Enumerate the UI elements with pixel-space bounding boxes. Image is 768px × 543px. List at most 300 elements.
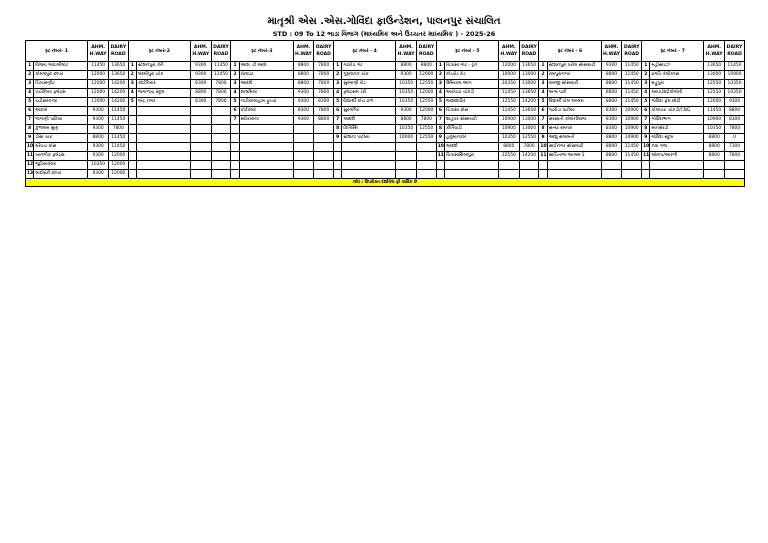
dairy-fee: 14200 [519, 152, 539, 161]
fare-header-line: AHM. [501, 45, 516, 50]
stop-number: 3 [436, 80, 444, 89]
dairy-fee: 7800 [519, 143, 539, 152]
dairy-fee: 12550 [417, 125, 437, 134]
stop-name: સરસ્વતી કોલોનીજ્જ [547, 116, 601, 125]
stop-name: નવા ગંજ [650, 143, 704, 152]
stop-number: 3 [128, 80, 136, 89]
dairy-fee [519, 161, 539, 170]
stop-name [239, 170, 293, 179]
dairy-fee: 13000 [519, 80, 539, 89]
stop-number [231, 161, 239, 170]
stop-name [239, 125, 293, 134]
stop-number: 4 [231, 89, 239, 98]
stop-name: સ્ટેશનપુરા કેરી [136, 62, 190, 71]
stop-number: 2 [231, 71, 239, 80]
stop-name: ચિત્રાસા ક્રોસ [445, 107, 499, 116]
dairy-fee: 13650 [519, 62, 539, 71]
stop-number: 1 [128, 62, 136, 71]
ahm-fee [190, 116, 211, 125]
fare-header [211, 41, 231, 62]
fare-header-line: H.WAY [294, 52, 312, 57]
ahm-fee: 10350 [396, 89, 417, 98]
stop-number [231, 134, 239, 143]
ahm-fee [498, 161, 519, 170]
ahm-fee [293, 152, 314, 161]
stop-name: મહીસાઇઝ [650, 62, 704, 71]
dairy-fee: 11450 [211, 71, 231, 80]
ahm-fee: 8800 [601, 89, 622, 98]
fare-header-line: H.WAY [705, 52, 723, 57]
route-header: રૂટ નંબર - 7 [642, 41, 704, 62]
dairy-fee: 10350 [725, 89, 745, 98]
stop-number: 10 [26, 143, 34, 152]
stop-number: 9 [334, 134, 342, 143]
dairy-fee: 10900 [725, 71, 745, 80]
stop-name: સ્ટેશના પાટીયા [342, 134, 396, 143]
stop-number: 1 [334, 62, 342, 71]
dairy-fee [417, 161, 437, 170]
dairy-fee: 11450 [622, 89, 642, 98]
stop-number: 1 [539, 62, 547, 71]
stop-name: ગઢરોડા પાટીયા [547, 107, 601, 116]
stop-name: વિજય ઓઇલીલોટ [34, 62, 88, 71]
stop-name: ચંડીસરનગર [34, 98, 88, 107]
dairy-fee: 12000 [108, 152, 128, 161]
dairy-fee: 7800 [314, 80, 334, 89]
stop-name [650, 170, 704, 179]
stop-number [334, 170, 342, 179]
header-row [26, 41, 745, 62]
stop-number [128, 125, 136, 134]
fare-header [417, 41, 437, 62]
dairy-fee: 8300 [314, 98, 334, 107]
ahm-fee: 8800 [704, 143, 725, 152]
ahm-fee: 9300 [396, 107, 417, 116]
stop-number: 11 [26, 152, 34, 161]
stop-number: 4 [642, 89, 650, 98]
stop-number: 9 [436, 134, 444, 143]
stop-name [547, 161, 601, 170]
dairy-fee [417, 143, 437, 152]
dairy-fee: 13650 [519, 89, 539, 98]
ahm-fee: 8800 [601, 71, 622, 80]
stop-number [231, 152, 239, 161]
dairy-fee: 12550 [417, 80, 437, 89]
ahm-fee: 9300 [190, 71, 211, 80]
stop-name: ગઢરોડા ગેટ [342, 62, 396, 71]
stop-number [539, 161, 547, 170]
ahm-fee: 13000 [704, 71, 725, 80]
stop-number: 4 [436, 89, 444, 98]
stop-number: 2 [436, 71, 444, 80]
stop-number [128, 134, 136, 143]
ahm-fee: 8300 [601, 107, 622, 116]
stop-number: 13 [26, 170, 34, 179]
ahm-fee: 12550 [704, 80, 725, 89]
stop-name: લક્ષ્મીપુરા ચોક [136, 71, 190, 80]
dairy-fee: 7800 [314, 62, 334, 71]
stop-number: 1 [436, 62, 444, 71]
table-row [26, 71, 745, 80]
ahm-fee [293, 125, 314, 134]
ahm-fee: 12550 [498, 98, 519, 107]
stop-name: કોઈનિયર [136, 80, 190, 89]
stop-number: 5 [539, 98, 547, 107]
ahm-fee: 12000 [704, 98, 725, 107]
ahm-fee: 8800 [396, 62, 417, 71]
dairy-fee: 12550 [519, 134, 539, 143]
route-header: રૂટ નંબર - 4 [334, 41, 396, 62]
dairy-fee: 11450 [108, 116, 128, 125]
dairy-fee: 11450 [211, 62, 231, 71]
stop-number: 9 [539, 134, 547, 143]
ahm-fee [396, 152, 417, 161]
dairy-fee: 11450 [622, 62, 642, 71]
stop-number: 5 [642, 98, 650, 107]
fee-note: નોંધ : ઉપરોક્ત દર્શાવેલ ફી વાર્ષિક છે [26, 179, 745, 187]
fare-header-line: DAIRY [110, 45, 127, 50]
stop-number [539, 170, 547, 179]
ahm-fee: 8800 [498, 143, 519, 152]
stop-name: પંચીનિયા ફ્લેટ્સ [34, 89, 88, 98]
stop-name: સુરમાણી રોડ [342, 80, 396, 89]
fare-header-line: DAIRY [726, 45, 743, 50]
ahm-fee: 9300 [88, 107, 109, 116]
stop-name [136, 116, 190, 125]
stop-name: જુડિયાંવેલર [34, 161, 88, 170]
dairy-fee [314, 170, 334, 179]
ahm-fee [601, 170, 622, 179]
fare-header-line: DAIRY [213, 45, 229, 50]
ahm-fee: 12000 [498, 62, 519, 71]
ahm-fee: 8800 [293, 71, 314, 80]
stop-name [239, 134, 293, 143]
ahm-fee: 12550 [498, 152, 519, 161]
dairy-fee: 13650 [108, 62, 128, 71]
ahm-fee [601, 161, 622, 170]
stop-number: 9 [642, 134, 650, 143]
dairy-fee: 7800 [314, 89, 334, 98]
fare-header-line: H.WAY [397, 52, 415, 57]
stop-number: 5 [26, 98, 34, 107]
dairy-fee [622, 170, 642, 179]
ahm-fee [190, 125, 211, 134]
route-header: રૂટ નંબર - 6 [539, 41, 601, 62]
stop-number [231, 143, 239, 152]
ahm-fee: 10350 [498, 134, 519, 143]
stop-number [128, 170, 136, 179]
fare-header-line: DAIRY [521, 45, 537, 50]
stop-number: 4 [26, 89, 34, 98]
ahm-fee: 9300 [601, 62, 622, 71]
dairy-fee: 7800 [725, 152, 745, 161]
stop-name: પ્રગતિ કેમીકલ્સ [650, 71, 704, 80]
dairy-fee: 10900 [622, 107, 642, 116]
stop-name: સુરનગિર [342, 107, 396, 116]
stop-number: 9 [26, 134, 34, 143]
dairy-fee: 11450 [622, 71, 642, 80]
stop-number: 7 [642, 116, 650, 125]
stop-number: 6 [231, 107, 239, 116]
dairy-fee: 12000 [108, 170, 128, 179]
dairy-fee: 8800 [314, 116, 334, 125]
stop-number: 3 [231, 80, 239, 89]
ahm-fee: 9300 [88, 152, 109, 161]
dairy-fee: 12000 [417, 71, 437, 80]
note-row [26, 179, 745, 187]
fare-header-line: H.WAY [500, 52, 518, 57]
dairy-fee [211, 161, 231, 170]
stop-name [650, 161, 704, 170]
dairy-fee [417, 170, 437, 179]
ahm-fee: 10350 [88, 161, 109, 170]
ahm-fee: 12550 [704, 89, 725, 98]
stop-name: સાચિતાળા-આશ્રમ-3 [547, 152, 601, 161]
table-row [26, 170, 745, 179]
dairy-fee [211, 170, 231, 179]
dairy-fee [725, 161, 745, 170]
stop-name [136, 170, 190, 179]
fare-header-line: ROAD [624, 52, 640, 57]
stop-number: 8 [539, 125, 547, 134]
dairy-fee: 8800 [417, 62, 437, 71]
stop-name: સ્ટેશનપુરા પરોલ સોસાયટી [547, 62, 601, 71]
fare-header [498, 41, 519, 62]
ahm-fee [190, 134, 211, 143]
fare-header-line: AHM. [604, 45, 619, 50]
stop-name: ખાનગીક ફ્લેટ્સ [34, 152, 88, 161]
ahm-fee: 12000 [88, 80, 109, 89]
ahm-fee: 10900 [498, 125, 519, 134]
table-row [26, 89, 745, 98]
ahm-fee [190, 161, 211, 170]
stop-name: રામજી સોસાયટી [547, 80, 601, 89]
fare-header [314, 41, 334, 62]
stop-number: 7 [539, 116, 547, 125]
stop-number: 3 [26, 80, 34, 89]
fare-header-line: DAIRY [623, 45, 640, 50]
stop-name: કોલપાડા ચોકડી/CNG [650, 107, 704, 116]
dairy-fee: 10350 [725, 80, 745, 89]
stop-name [445, 161, 499, 170]
ahm-fee: 13650 [704, 62, 725, 71]
stop-name [342, 161, 396, 170]
stop-number [128, 107, 136, 116]
stop-name: વિદ્યાર્થી કોચ ઢાળે [342, 98, 396, 107]
fare-header-line: ROAD [419, 52, 434, 57]
dairy-fee: 12550 [417, 98, 437, 107]
stop-number: 4 [539, 89, 547, 98]
stop-name: સત્યા રમનાર [547, 125, 601, 134]
stop-name: કીર્તિવાડી [445, 125, 499, 134]
dairy-fee [314, 152, 334, 161]
stop-number: 5 [436, 98, 444, 107]
stop-number: 3 [539, 80, 547, 89]
stop-number: 5 [231, 98, 239, 107]
ahm-fee [293, 143, 314, 152]
dairy-fee [314, 125, 334, 134]
stop-number: 2 [539, 71, 547, 80]
stop-name: કોચરેડ રોડ [445, 71, 499, 80]
dairy-fee: 7800 [108, 125, 128, 134]
ahm-fee: 9300 [190, 62, 211, 71]
stop-number [334, 152, 342, 161]
stop-number [231, 125, 239, 134]
dairy-fee [211, 116, 231, 125]
stop-name [239, 152, 293, 161]
stop-name: શાહપર સોસાયટી [445, 116, 499, 125]
ahm-fee [396, 143, 417, 152]
ahm-fee [190, 152, 211, 161]
dairy-fee [314, 134, 334, 143]
dairy-fee [211, 125, 231, 134]
dairy-fee: 7800 [314, 71, 334, 80]
ahm-fee: 8800 [704, 152, 725, 161]
stop-number: 6 [642, 107, 650, 116]
ahm-fee: 8800 [601, 98, 622, 107]
stop-name [136, 152, 190, 161]
stop-number: 10 [539, 143, 547, 152]
stop-name: કુંભાલમ સુણ [34, 125, 88, 134]
dairy-fee [417, 152, 437, 161]
stop-number [436, 170, 444, 179]
ahm-fee: 11450 [88, 62, 109, 71]
stop-number: 10 [436, 143, 444, 152]
dairy-fee: 14200 [519, 98, 539, 107]
stop-name: જગાળાચ સ્કૂલ [136, 89, 190, 98]
dairy-fee: 11450 [108, 134, 128, 143]
fare-header [88, 41, 109, 62]
stop-number: 7 [334, 116, 342, 125]
ahm-fee: 8800 [704, 134, 725, 143]
dairy-fee: 11450 [622, 143, 642, 152]
table-row [26, 143, 745, 152]
ahm-fee: 10000 [396, 134, 417, 143]
route-header: રૂટ નંબર-3 [231, 41, 293, 62]
stop-number: 1 [642, 62, 650, 71]
fare-header [601, 41, 622, 62]
dairy-fee: 11450 [622, 80, 642, 89]
dairy-fee: 13000 [519, 116, 539, 125]
dairy-fee [211, 107, 231, 116]
stop-number [231, 170, 239, 179]
ahm-fee: 12000 [88, 71, 109, 80]
table-row [26, 98, 745, 107]
dairy-fee [314, 143, 334, 152]
dairy-fee [211, 152, 231, 161]
stop-name: મહુપુરા [650, 80, 704, 89]
dairy-fee [211, 143, 231, 152]
stop-number [334, 161, 342, 170]
fare-header-line: H.WAY [603, 52, 620, 57]
stop-name: ચિત્રાસાસિલાપુરા [445, 152, 499, 161]
ahm-fee: 8800 [601, 152, 622, 161]
stop-name: લાઈબ્રેરી છાપર [34, 170, 88, 179]
fare-header-line: AHM. [399, 45, 413, 50]
ahm-fee: 8300 [601, 116, 622, 125]
dairy-fee: 10900 [622, 134, 642, 143]
stop-name: ચિત્રાસા ગોટ - ટ્રેન [445, 62, 499, 71]
stop-number: 6 [436, 107, 444, 116]
fare-header-line: ROAD [213, 52, 229, 57]
stop-name: રામપુરાનગર [547, 71, 601, 80]
fare-header [108, 41, 128, 62]
stop-number: 12 [26, 161, 34, 170]
stop-number: 11 [642, 152, 650, 161]
dairy-fee: 13000 [519, 71, 539, 80]
stop-name [342, 152, 396, 161]
fare-header-line: DAIRY [418, 45, 435, 50]
ahm-fee: 9300 [88, 170, 109, 179]
dairy-fee: 7800 [211, 98, 231, 107]
page-subtitle: STD : 09 To 12 ભાડા વિભાગ (માધ્યમિક અને ઉચ્ચતર માધ્યમિક ) - 2025-26 [272, 30, 496, 38]
stop-number: 3 [334, 80, 342, 89]
ahm-fee: 9300 [88, 116, 109, 125]
ahm-fee: 8800 [601, 80, 622, 89]
ahm-fee: 8800 [396, 116, 417, 125]
stop-number: 7 [231, 116, 239, 125]
stop-name: સ્વીકારાના [239, 116, 293, 125]
fare-header-line: ROAD [110, 52, 126, 57]
stop-name: ગુરૂનાનક ચોક [342, 71, 396, 80]
route-header: રૂટ નંબર - 5 [436, 41, 498, 62]
stop-name: ગાડીયાલાહામ ફુચ્ચો [239, 98, 293, 107]
stop-name: અંદ્ર નગર [136, 98, 190, 107]
ahm-fee [704, 170, 725, 179]
stop-name: અશ્વ પાર્ક [547, 89, 601, 98]
dairy-fee: 12000 [417, 89, 437, 98]
ahm-fee: 8300 [190, 98, 211, 107]
stop-number: 4 [128, 89, 136, 98]
stop-name: આરપાડા ચોકડી [445, 89, 499, 98]
stop-name: હનુમાનકોર [445, 134, 499, 143]
fare-header-line: ROAD [316, 52, 331, 57]
stop-name: શાલમિલા [239, 89, 293, 98]
stop-name: ગ્રેનાઇટ [239, 71, 293, 80]
dairy-fee: 14200 [108, 98, 128, 107]
ahm-fee [396, 170, 417, 179]
table-row [26, 80, 745, 89]
stop-number [642, 170, 650, 179]
ahm-fee: 10350 [498, 80, 519, 89]
stop-name [342, 170, 396, 179]
ahm-fee [396, 161, 417, 170]
stop-number: 8 [334, 125, 342, 134]
stop-number: 2 [128, 71, 136, 80]
stop-number [128, 143, 136, 152]
stop-number: 4 [334, 89, 342, 98]
stop-name: મેરેઇચ ક્રોસ [34, 143, 88, 152]
fee-table [25, 40, 745, 187]
stop-name: અકામે [34, 107, 88, 116]
table-row [26, 62, 745, 71]
stop-name [239, 143, 293, 152]
ahm-fee: 10350 [396, 98, 417, 107]
stop-name: માનસેરડી [650, 125, 704, 134]
ahm-fee [190, 170, 211, 179]
dairy-fee: 11450 [108, 143, 128, 152]
fare-header [293, 41, 314, 62]
stop-number: 3 [642, 80, 650, 89]
dairy-fee: 11450 [108, 107, 128, 116]
stop-name: આદર્શ [239, 80, 293, 89]
ahm-fee: 11450 [498, 89, 519, 98]
stop-name: કોર્ટપેલર [239, 107, 293, 116]
ahm-fee: 10900 [498, 71, 519, 80]
ahm-fee [190, 107, 211, 116]
ahm-fee: 10350 [396, 125, 417, 134]
stop-number: 11 [436, 152, 444, 161]
